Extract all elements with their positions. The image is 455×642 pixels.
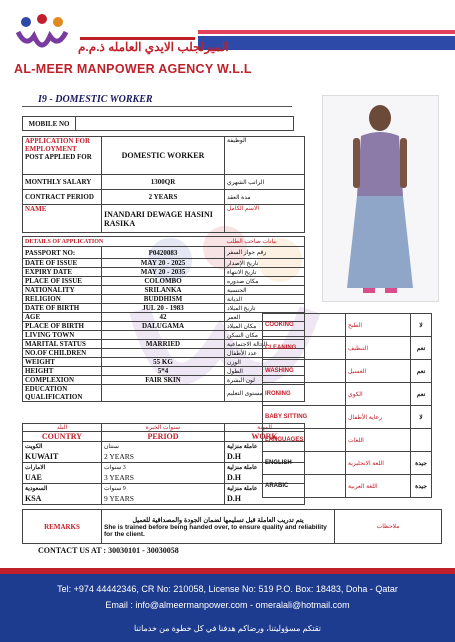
language-name: ARABIC [263, 475, 346, 498]
contact-line: CONTACT US AT : 30030101 - 30030058 [38, 546, 179, 555]
name-label: NAME [23, 205, 102, 233]
remarks-table [22, 509, 442, 544]
exp-country: KSA [23, 494, 102, 505]
footer-email-line: Email : info@almeermanpower.com - omeralali@hotmail.com [105, 600, 350, 610]
details-row-arabic: عدد الأطفال [225, 349, 305, 358]
details-row-value: 42 [102, 313, 225, 322]
details-row-arabic: تاريخ الإصدار [225, 259, 305, 268]
contract-label: CONTRACT PERIOD [23, 190, 102, 205]
details-row-label: LIVING TOWN [23, 331, 102, 340]
application-table [22, 136, 305, 233]
skill-value: لا [411, 406, 432, 429]
details-row-arabic: مستوى التعليم [225, 385, 305, 402]
exp-header-country-ar: البلد [23, 424, 102, 432]
exp-period-arabic: 3 سنوات [102, 463, 225, 473]
details-row-label: NATIONALITY [23, 286, 102, 295]
salary-value: 1300QR [102, 175, 225, 190]
contract-arabic: مدة العقد [225, 190, 305, 205]
skill-row [263, 383, 432, 406]
details-row-value: MAY 20 - 2025 [102, 259, 225, 268]
exp-country: KUWAIT [23, 452, 102, 463]
details-row-label: AGE [23, 313, 102, 322]
skill-value: نعم [411, 337, 432, 360]
exp-period: 9 YEARS [102, 494, 225, 505]
details-row-label: NO.OF CHILDREN [23, 349, 102, 358]
details-row [23, 247, 305, 259]
exp-header-work-ar: المهنة [225, 424, 305, 432]
details-row-label: EDUCATION QUALIFICATION [23, 385, 102, 402]
skill-value: نعم [411, 383, 432, 406]
footer-phone-line: Tel: +974 44442346, CR No: 210058, License No: 519 P.O. Box: 18483, Doha - Qatar [57, 584, 398, 594]
name-value: INANDARI DEWAGE HASINI RASIKA [102, 205, 225, 233]
candidate-photo [322, 95, 439, 302]
details-row-label: MARITAL STATUS [23, 340, 102, 349]
details-row-label: EXPIRY DATE [23, 268, 102, 277]
exp-header-period-ar: سنوات الخبرة [102, 424, 225, 432]
details-heading: DETAILS OF APPLICATION [23, 237, 225, 247]
language-row [263, 452, 432, 475]
company-name-english: AL-MEER MANPOWER AGENCY W.L.L [14, 62, 252, 76]
details-row-value: DALUGAMA [102, 322, 225, 331]
details-row [23, 268, 305, 277]
skill-name: BABY SITTING [263, 406, 346, 429]
header-accent-bar [198, 30, 455, 34]
exp-country: UAE [23, 473, 102, 484]
details-row-value: COLOMBO [102, 277, 225, 286]
skills-table [262, 313, 432, 498]
skill-name-arabic: الغسيل [346, 360, 411, 383]
details-row-label: DATE OF ISSUE [23, 259, 102, 268]
mobile-value [76, 117, 294, 131]
title-underline [22, 106, 292, 107]
details-row-arabic: الديانة [225, 295, 305, 304]
details-heading-arabic: بيانات صاحب الطلب [225, 237, 305, 247]
language-row [263, 475, 432, 498]
post-applied-value: DOMESTIC WORKER [102, 137, 225, 175]
skill-name: COOKING [263, 314, 346, 337]
details-row-value: SRILANKA [102, 286, 225, 295]
mobile-label: MOBILE NO [23, 117, 76, 131]
skill-row [263, 360, 432, 383]
skill-value: لا [411, 314, 432, 337]
details-row-arabic: الوزن [225, 358, 305, 367]
skill-name: WASHING [263, 360, 346, 383]
details-row-value: P0420083 [102, 247, 225, 259]
language-name: ENGLISH [263, 452, 346, 475]
details-row-arabic: مكان صدوره [225, 277, 305, 286]
exp-header-period: PERIOD [102, 432, 225, 442]
exp-period: 3 YEARS [102, 473, 225, 484]
exp-header-country: COUNTRY [23, 432, 102, 442]
contract-value: 2 YEARS [102, 190, 225, 205]
exp-country-arabic: الامارات [23, 463, 102, 473]
details-row [23, 277, 305, 286]
details-row-label: WEIGHT [23, 358, 102, 367]
exp-period-arabic: 9 سنوات [102, 484, 225, 494]
language-name-arabic: اللغة العربية [346, 475, 411, 498]
exp-period-arabic: سنتان [102, 442, 225, 452]
post-applied-arabic: الوظيفة [225, 137, 305, 175]
application-label-cell [23, 137, 102, 175]
post-applied-label: POST APPLIED FOR [25, 153, 92, 161]
details-row-label: HEIGHT [23, 367, 102, 376]
skill-name: IRONING [263, 383, 346, 406]
details-row [23, 304, 305, 313]
skill-name-arabic: الطبخ [346, 314, 411, 337]
details-row-value: JUL 20 - 1983 [102, 304, 225, 313]
languages-label-arabic: اللغات [346, 429, 411, 452]
exp-country-arabic: السعودية [23, 484, 102, 494]
details-row-arabic: لون البشرة [225, 376, 305, 385]
name-arabic: الاسم الكامل [225, 205, 305, 233]
details-row [23, 259, 305, 268]
company-logo-icon [14, 14, 70, 54]
mobile-table [22, 116, 294, 131]
details-row-value: MARRIED [102, 340, 225, 349]
skill-value: نعم [411, 360, 432, 383]
language-name-arabic: اللغة الانجليزية [346, 452, 411, 475]
details-row-arabic: رقم جواز السفر [225, 247, 305, 259]
remarks-text-cell [102, 510, 335, 544]
skill-row [263, 337, 432, 360]
details-row-value: 55 KG [102, 358, 225, 367]
salary-arabic: الراتب الشهري [225, 175, 305, 190]
person-figure-icon [323, 96, 438, 301]
details-row-value: MAY 20 - 2035 [102, 268, 225, 277]
details-row-arabic: مكان السكن [225, 331, 305, 340]
skill-name: CLEANING [263, 337, 346, 360]
exp-work: D.H [225, 452, 305, 463]
remarks-label: REMARKS [23, 510, 102, 544]
details-row-arabic: الجنسية [225, 286, 305, 295]
details-row-label: COMPLEXION [23, 376, 102, 385]
skill-name-arabic: رعاية الأطفال [346, 406, 411, 429]
details-row-value: FAIR SKIN [102, 376, 225, 385]
details-row-value: 5*4 [102, 367, 225, 376]
details-row-arabic: العمر [225, 313, 305, 322]
details-row-arabic: تاريخ الميلاد [225, 304, 305, 313]
details-row-label: PASSPORT NO: [23, 247, 102, 259]
document-title: I9 - DOMESTIC WORKER [38, 94, 153, 105]
salary-label: MONTHLY SALARY [23, 175, 102, 190]
exp-work: D.H [225, 494, 305, 505]
skill-name-arabic: التنظيف [346, 337, 411, 360]
remarks-text: She is trained before being handed over, to ensure quality and reliability for the client. [104, 523, 327, 538]
skill-row [263, 406, 432, 429]
remarks-text-arabic: يتم تدريب العاملة قبل تسليمها لضمان الجودة والمصداقية للعميل [132, 516, 304, 524]
details-row [23, 286, 305, 295]
details-row-label: PLACE OF ISSUE [23, 277, 102, 286]
details-row-value [102, 385, 225, 402]
application-label: APPLICATION FOR EMPLOYMENT [25, 137, 91, 153]
details-row-value [102, 349, 225, 358]
exp-work-arabic: عاملة منزلية [225, 484, 305, 494]
details-row-value [102, 331, 225, 340]
company-name-arabic: الميرلجلب الايدي العامله ذ.م.م [78, 40, 229, 54]
language-level: جيدة [411, 452, 432, 475]
details-row-arabic: الطول [225, 367, 305, 376]
details-row [23, 295, 305, 304]
exp-period: 2 YEARS [102, 452, 225, 463]
footer-slogan: تقتكم مسؤوليتنا، ورضاكم هدفنا في كل خطوة من خدماتنا [133, 624, 322, 633]
exp-header-work: WORK [225, 432, 305, 442]
exp-work: D.H [225, 473, 305, 484]
details-row-label: PLACE OF BIRTH [23, 322, 102, 331]
exp-work-arabic: عاملة منزلية [225, 442, 305, 452]
header-blue-bar [198, 36, 455, 50]
details-row-arabic: مكان الميلاد [225, 322, 305, 331]
exp-work-arabic: عاملة منزلية [225, 463, 305, 473]
details-row-value: BUDDHISM [102, 295, 225, 304]
details-row-arabic: تاريخ الانتهاء [225, 268, 305, 277]
remarks-label-arabic: ملاحظات [335, 510, 442, 544]
languages-label: LANGUAGES [263, 429, 346, 452]
language-level: جيدة [411, 475, 432, 498]
details-row-label: DATE OF BIRTH [23, 304, 102, 313]
skill-name-arabic: الكوي [346, 383, 411, 406]
exp-country-arabic: الكويت [23, 442, 102, 452]
details-row-arabic: الحالة الاجتماعية [225, 340, 305, 349]
skill-row [263, 314, 432, 337]
languages-spacer [411, 429, 432, 452]
details-row-label: RELIGION [23, 295, 102, 304]
